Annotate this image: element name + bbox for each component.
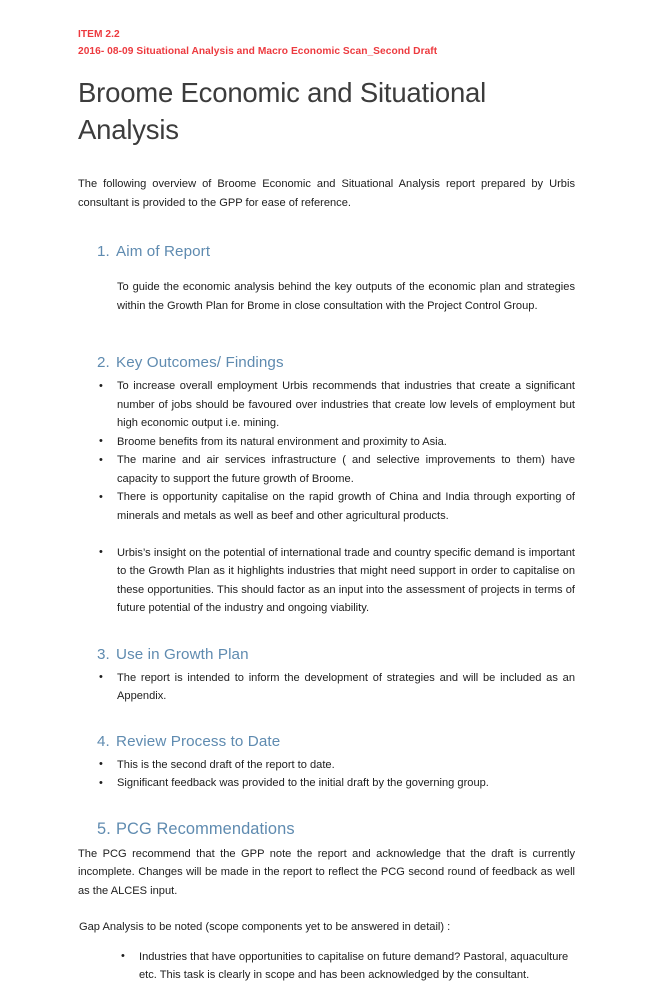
section-heading-pcg-recommendations (97, 819, 575, 839)
section-title: Aim of Report (116, 243, 211, 260)
section-heading-use-in-growth-plan (97, 645, 575, 665)
section-number: 2. (97, 354, 110, 371)
gap-analysis-note: Gap Analysis to be noted (scope components yet to be answered in detail) : (79, 921, 451, 933)
section-title: Review Process to Date (116, 732, 281, 750)
section-heading-aim-of-report (97, 242, 575, 262)
section-2-bullet-list (78, 377, 575, 618)
section-number: 5. (97, 819, 111, 838)
section-1-paragraph: To guide the economic analysis behind the key outputs of the economic plan and strategies within the Growth Plan for Brome in close consultation with the Project Control Group. (117, 281, 575, 312)
list-item: • The marine and air services infrastructure ( and selective improvements to them) have capacity to support the future growth of Broome. (78, 451, 575, 488)
section-title: Use in Growth Plan (116, 645, 249, 663)
list-item: • Urbis’s insight on the potential of international trade and country specific demand is important to the Growth Plan as it highlights industries that might need support in order to capitalise on these opportunities. This should factor as an input into the assessment of projects in terms of future potential of the industry and ongoing viability. (78, 544, 575, 618)
list-item: • Significant feedback was provided to the initial draft by the governing group. (78, 774, 575, 793)
list-item: • To increase overall employment Urbis recommends that industries that create a significant number of jobs should be favoured over industries that create low levels of employment but high economic output i.e. mining. (78, 377, 575, 433)
document-header-meta (78, 0, 575, 60)
page-title: Broome Economic and Situational Analysis (78, 77, 487, 145)
list-item: • Broome benefits from its natural environment and proximity to Asia. (78, 433, 575, 452)
item-reference: ITEM 2.2 (78, 29, 120, 40)
list-item: • This is the second draft of the report to date. (78, 756, 575, 775)
section-5-paragraph: The PCG recommend that the GPP note the report and acknowledge that the draft is currently incomplete. Changes will be made in the report to reflect the PCG second round of feedback as well as the ALCES input. (78, 847, 575, 897)
section-number: 1. (97, 243, 110, 260)
section-4-bullet-list (78, 756, 575, 793)
section-number: 3. (97, 645, 110, 663)
document-reference: 2016- 08-09 Situational Analysis and Macro Economic Scan_Second Draft (78, 45, 438, 57)
list-item: • Industries that have opportunities to capitalise on future demand? Pastoral, aquaculture etc. This task is clearly in scope and has been acknowledged by the consultant. (78, 948, 575, 985)
document-body (78, 0, 575, 985)
section-number: 4. (97, 732, 110, 750)
section-heading-key-outcomes-findings (97, 353, 575, 373)
section-title: Key Outcomes/ Findings (116, 354, 284, 371)
section-heading-review-process-to-date (97, 732, 575, 752)
list-item: • The report is intended to inform the development of strategies and will be included as an Appendix. (78, 669, 575, 706)
intro-paragraph: The following overview of Broome Economic and Situational Analysis report prepared by Urbis consultant is provided to the GPP for ease of reference. (78, 178, 575, 209)
gap-analysis-bullet-list (78, 948, 575, 985)
list-item: • There is opportunity capitalise on the rapid growth of China and India through exporting of minerals and metals as well as beef and other agricultural products. (78, 488, 575, 525)
section-title: PCG Recommendations (116, 819, 295, 838)
section-3-bullet-list (78, 669, 575, 706)
